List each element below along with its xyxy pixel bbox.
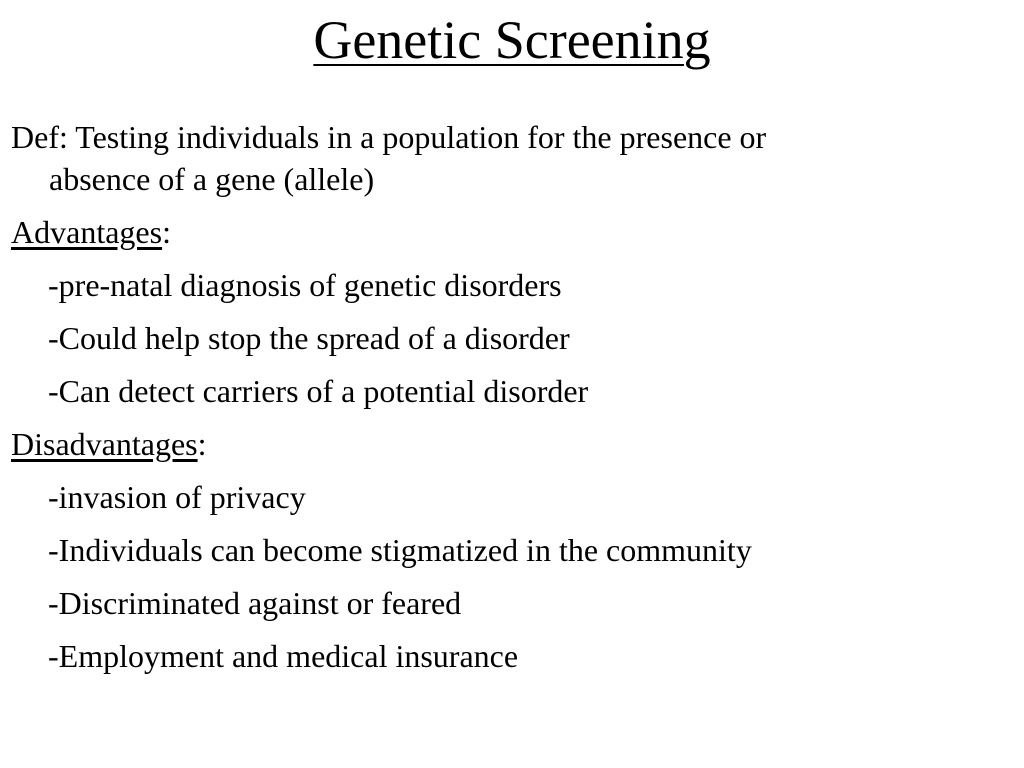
disadvantage-item: -Discriminated against or feared: [48, 585, 462, 621]
disadvantage-item: -Employment and medical insurance: [48, 638, 519, 674]
slide-title: Genetic Screening: [313, 10, 711, 70]
advantage-item: -Could help stop the spread of a disorder: [48, 320, 570, 356]
slide-body: [11, 116, 811, 688]
advantages-label: Advantages: [11, 214, 163, 250]
disadvantages-label: Disadvantages: [11, 426, 198, 462]
advantage-item: -pre-natal diagnosis of genetic disorders: [48, 267, 562, 303]
definition-text: Def: Testing individuals in a population for the presence or absence of a gene (allele): [11, 119, 767, 197]
disadvantages-colon: :: [197, 426, 207, 462]
advantages-heading: [11, 211, 811, 253]
disadvantages-heading: [11, 423, 811, 465]
disadvantage-item: -invasion of privacy: [48, 479, 306, 515]
advantage-item: -Can detect carriers of a potential disorder: [48, 373, 589, 409]
disadvantage-item: -Individuals can become stigmatized in the community: [48, 532, 752, 568]
advantages-colon: :: [162, 214, 171, 250]
